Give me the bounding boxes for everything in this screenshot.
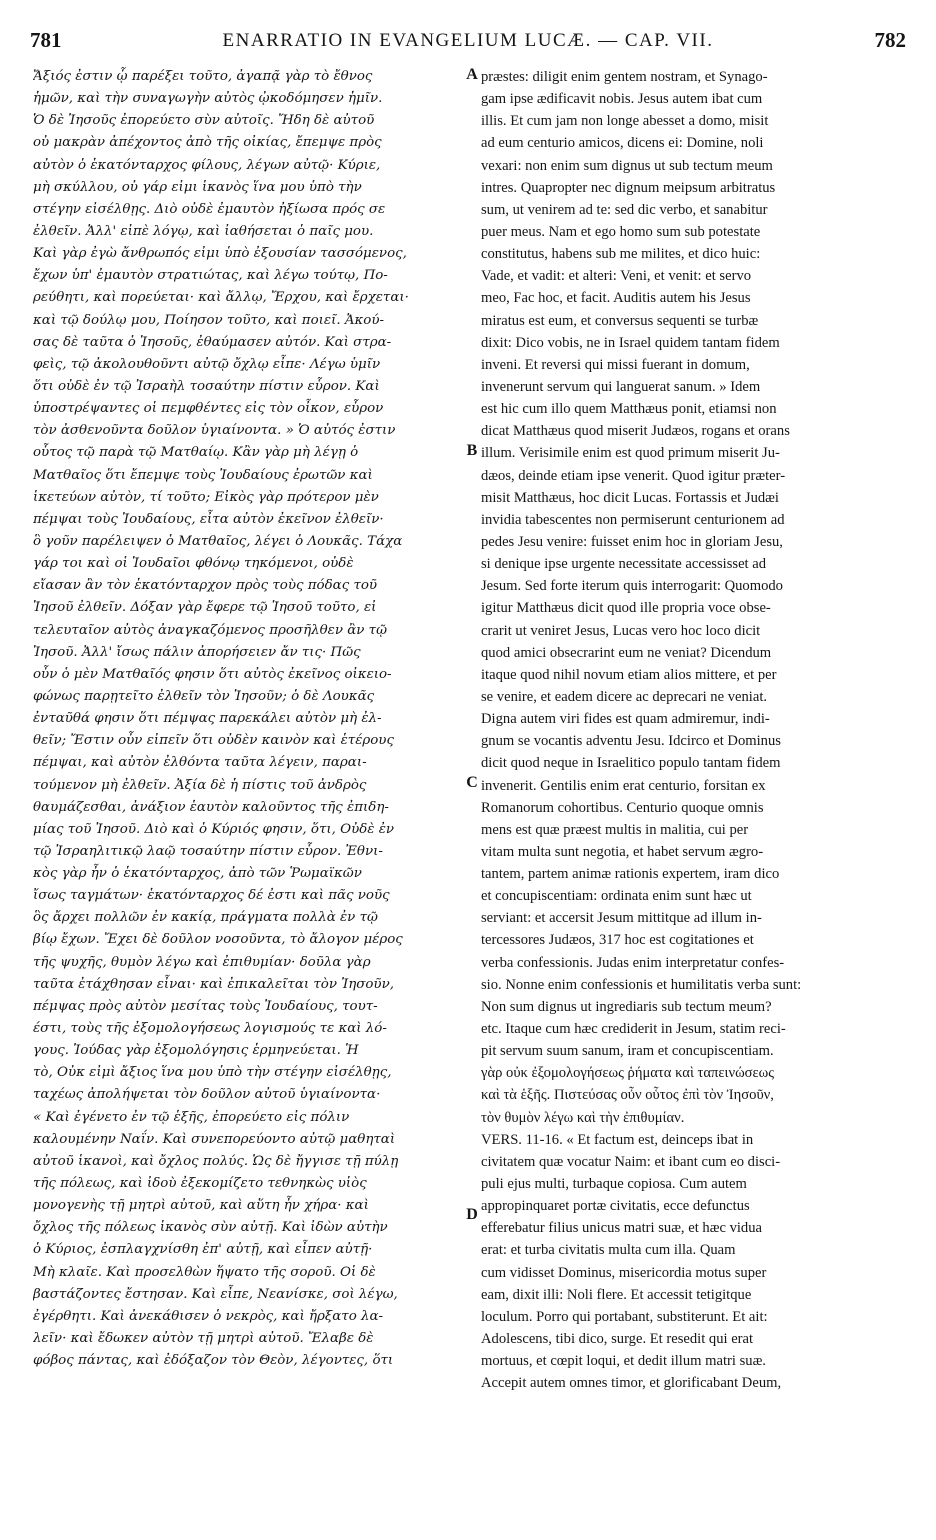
text-line: εἴασαν ἂν τὸν ἑκατόνταρχον πρὸς τοὺς πόδας τοῦ bbox=[33, 578, 378, 594]
text-line: θαυμάζεσθαι, ἀνάξιον ἑαυτὸν καλοῦντος τῆς ἐπιδη- bbox=[33, 799, 389, 815]
text-line: eam, dixit illi: Noli flere. Et accessit tetigitque bbox=[481, 1286, 752, 1303]
text-line: φεὶς, τῷ ἀκολουθοῦντι αὐτῷ ὄχλῳ εἶπε· Λέγω ὑμῖν bbox=[33, 356, 381, 372]
text-line: φόβος πάντας, καὶ ἐδόξαζον τὸν Θεὸν, λέγοντες, ὅτι bbox=[33, 1353, 394, 1369]
text-line: ὃς ἄρχει πολλῶν ἐν κακίᾳ, πράγματα πολλὰ ἐν τῷ bbox=[33, 910, 378, 926]
text-line: civitatem quæ vocatur Naim: et ibant cum eo disci- bbox=[481, 1153, 781, 1170]
text-line: mortuus, et cœpit loqui, et dedit illum matri suæ. bbox=[481, 1353, 766, 1370]
text-line: σας δὲ ταῦτα ὁ Ἰησοῦς, ἐθαύμασεν αὐτόν. Καὶ στρα- bbox=[33, 334, 392, 350]
text-line: intres. Quapropter nec dignum meipsum arbitratus bbox=[481, 179, 776, 196]
text-line: τὸν θυμὸν λέγω καὶ τὴν ἐπιθυμίαν. bbox=[481, 1109, 685, 1126]
text-line: se venire, et eadem dicere ac deprecari ne veniat. bbox=[481, 688, 768, 705]
text-line: Romanorum cohortibus. Centurio quoque omnis bbox=[481, 799, 764, 816]
text-line: constitutus, habens sub me milites, et dico huic: bbox=[481, 246, 761, 263]
text-line: γάρ τοι καὶ οἱ Ἰουδαῖοι φθόνῳ τηκόμενοι, οὐδὲ bbox=[33, 556, 354, 572]
text-line: φώνως παρῃτεῖτο ἐλθεῖν τὸν Ἰησοῦν; ὁ δὲ Λουκᾶς bbox=[33, 688, 375, 704]
text-line: dæos, deinde etiam ipse venerit. Quod igitur præter- bbox=[481, 467, 786, 484]
text-line: quod amici obsecrarint eum ne veniat? Dicendum bbox=[481, 644, 772, 661]
text-line: καὶ τῷ δούλῳ μου, Ποίησον τοῦτο, καὶ ποιεῖ. Ἀκού- bbox=[33, 312, 385, 328]
text-line: ὅτι οὐδὲ ἐν τῷ Ἰσραὴλ τοσαύτην πίστιν εὗρον. Καὶ bbox=[33, 378, 380, 394]
running-header bbox=[30, 28, 906, 58]
text-line: πέμψαι τοὺς Ἰουδαίους, εἶτα αὐτὸν ἐκεῖνον ἐλθεῖν· bbox=[33, 511, 384, 527]
page-number-left: 781 bbox=[30, 28, 62, 52]
text-line: τῆς πόλεως, καὶ ἰδοὺ ἐξεκομίζετο τεθνηκὼς υἱὸς bbox=[33, 1176, 367, 1192]
text-line: puli ejus multi, turbaque copiosa. Cum autem bbox=[481, 1176, 747, 1193]
text-line: ταχέως ἀπολήψεται τὸν δοῦλον αὐτοῦ ὑγιαίνοντα· bbox=[33, 1087, 381, 1103]
text-line: gam ipse ædificavit nobis. Jesus autem ibat cum bbox=[481, 91, 763, 108]
text-line: mens est quæ præest multis in malitia, cui per bbox=[481, 821, 749, 838]
text-line: στέγην εἰσέλθῃς. Διὸ οὐδὲ ἐμαυτὸν ἠξίωσα πρός σε bbox=[33, 201, 386, 217]
text-line: βίῳ ἔχων. Ἔχει δὲ δοῦλον νοσοῦντα, τὸ ἄλογον μέρος bbox=[33, 932, 403, 948]
text-line: λεῖν· καὶ ἔδωκεν αὐτὸν τῇ μητρὶ αὐτοῦ. Ἔλαβε δὲ bbox=[33, 1331, 374, 1347]
text-line: αὐτοῦ ἱκανοὶ, καὶ ὄχλος πολύς. Ὡς δὲ ἤγγισε τῇ πύλῃ bbox=[33, 1153, 399, 1169]
text-line: pedes Jesu venire: fuisset enim hoc in gloriam Jesu, bbox=[481, 533, 783, 550]
text-line: cum vidisset Dominus, misericordia motus super bbox=[481, 1264, 767, 1281]
text-line: ἱκετεύων αὐτὸν, τί τοῦτο; Εἰκὸς γὰρ πρότερον μὲν bbox=[33, 489, 379, 505]
text-line: τὸ, Οὐκ εἰμὶ ἄξιος ἵνα μου ὑπὸ τὴν στέγην εἰσέλθῃς, bbox=[33, 1065, 392, 1081]
text-line: loculum. Porro qui portabant, substiterunt. Et ait: bbox=[481, 1308, 768, 1325]
text-line: μίας τοῦ Ἰησοῦ. Διὸ καὶ ὁ Κύριός φησιν, ὅτι, Οὐδὲ ἐν bbox=[33, 821, 395, 837]
text-line: ἔχων ὑπ' ἐμαυτὸν στρατιώτας, καὶ λέγω τούτῳ, Πο- bbox=[33, 268, 388, 284]
text-line: tantem, partem animæ rationis expertem, iram dico bbox=[481, 866, 780, 883]
text-line: κὸς γὰρ ἦν ὁ ἑκατόνταρχος, ἀπὸ τῶν Ῥωμαϊκῶν bbox=[33, 866, 362, 882]
text-line: καλουμένην Ναΐν. Καὶ συνεπορεύοντο αὐτῷ μαθηταὶ bbox=[33, 1131, 396, 1147]
text-line: γους. Ἰούδας γὰρ ἐξομολόγησις ἑρμηνεύεται. Ἡ bbox=[33, 1043, 359, 1059]
text-line: οὐ μακρὰν ἀπέχοντος ἀπὸ τῆς οἰκίας, ἔπεμψε πρὸς bbox=[33, 135, 382, 151]
text-line: invidia tabescentes non permiserunt centurionem ad bbox=[481, 511, 785, 528]
section-marker: D bbox=[466, 1206, 478, 1223]
text-line: præstes: diligit enim gentem nostram, et Synago- bbox=[481, 69, 768, 85]
text-line: πέμψας πρὸς αὐτὸν μεσίτας τοὺς Ἰουδαίους, τουτ- bbox=[33, 998, 378, 1014]
text-line: Non sum dignus ut ingrediaris sub tectum meum? bbox=[481, 998, 772, 1015]
text-line: appropinquaret portæ civitatis, ecce defunctus bbox=[481, 1198, 750, 1215]
text-line: pit servum suum sanum, iram et concupiscentiam. bbox=[481, 1043, 774, 1060]
text-line: ἴσως ταγμάτων· ἑκατόνταρχος δέ ἐστι καὶ πᾶς νοῦς bbox=[33, 888, 390, 904]
text-line: dicit quod neque in Israelitico populo tantam fidem bbox=[481, 755, 781, 772]
text-line: vitam multa sunt negotia, et habet servum ægro- bbox=[481, 843, 764, 860]
section-marker: A bbox=[466, 66, 478, 83]
text-line: τῆς ψυχῆς, θυμὸν λέγω καὶ ἐπιθυμίαν· δοῦλα γὰρ bbox=[33, 954, 371, 970]
text-line: πέμψαι, καὶ αὐτὸν ἐλθόντα ταῦτα λέγειν, παραι- bbox=[33, 755, 367, 771]
text-line: ὑποστρέψαντες οἱ πεμφθέντες εἰς τὸν οἶκον, εὗρον bbox=[33, 401, 384, 417]
text-line: ἐνταῦθά φησιν ὅτι πέμψας παρεκάλει αὐτὸν μὴ ἐλ- bbox=[33, 711, 382, 727]
text-line: μὴ σκύλλου, οὐ γάρ εἰμι ἱκανὸς ἵνα μου ὑπὸ τὴν bbox=[33, 179, 362, 195]
text-line: efferebatur filius unicus matri suæ, et hæc vidua bbox=[481, 1220, 762, 1237]
text-line: Καὶ γὰρ ἐγὼ ἄνθρωπός εἰμι ὑπὸ ἐξουσίαν τασσόμενος, bbox=[33, 246, 407, 262]
text-line: itaque quod nihil novum etiam alios mittere, et per bbox=[481, 666, 777, 683]
running-title: ENARRATIO IN EVANGELIUM LUCÆ. — CAP. VII. bbox=[222, 30, 714, 51]
section-marker: C bbox=[466, 774, 478, 791]
text-line: έστι, τοὺς τῆς ἐξομολογήσεως λογισμούς τε καὶ λό- bbox=[33, 1021, 387, 1037]
text-line: et concupiscentiam: ordinata enim sunt hæc ut bbox=[481, 888, 752, 905]
text-line: est hic cum illo quem Matthæus ponit, etiamsi non bbox=[481, 401, 777, 418]
text-line: Digna autem viri fides est quam admiremur, indi- bbox=[481, 711, 770, 728]
text-line: dixit: Dico vobis, ne in Israel quidem tantam fidem bbox=[481, 334, 780, 351]
text-line: gnum se vocantis adventu Jesu. Idcirco et Dominus bbox=[481, 733, 781, 750]
text-line: τῷ Ἰσραηλιτικῷ λαῷ τοσαύτην πίστιν εὗρον. Ἐθνι- bbox=[33, 843, 383, 859]
text-line: Jesum. Sed forte iterum quis interrogarit: Quomodo bbox=[481, 578, 783, 595]
text-line: Ἰησοῦ. Ἀλλ' ἴσως πάλιν ἀπορήσειεν ἄν τις· Πῶς bbox=[33, 644, 361, 660]
text-line: ὃ γοῦν παρέλειψεν ὁ Ματθαῖος, λέγει ὁ Λουκᾶς. Τάχα bbox=[33, 533, 403, 549]
text-line: tercessores Judæos, 317 hoc est cogitationes et bbox=[481, 932, 754, 949]
text-line: illum. Verisimile enim est quod primum miserit Ju- bbox=[481, 445, 780, 462]
text-line: βαστάζοντες ἔστησαν. Καὶ εἶπε, Νεανίσκε, σοὶ λέγω, bbox=[33, 1286, 398, 1302]
text-line: ἐγέρθητι. Καὶ ἀνεκάθισεν ὁ νεκρὸς, καὶ ἤρξατο λα- bbox=[33, 1308, 384, 1324]
text-line: etc. Itaque cum hæc crediderit in Jesum, statim reci- bbox=[481, 1021, 786, 1038]
text-line: dicat Matthæus quod miserit Judæos, rogans et orans bbox=[481, 423, 790, 440]
section-marker: B bbox=[466, 442, 478, 459]
text-line: sum, ut venirem ad te: sed dic verbo, et sanabitur bbox=[481, 201, 768, 218]
text-line: οὖν ὁ μὲν Ματθαῖός φησιν ὅτι αὐτὸς ἐκεῖνος οἰκειο- bbox=[33, 666, 392, 682]
text-line: ἡμῶν, καὶ τὴν συναγωγὴν αὐτὸς ᾠκοδόμησεν ἡμῖν. bbox=[33, 91, 383, 107]
text-line: Adolescens, tibi dico, surge. Et resedit qui erat bbox=[481, 1331, 754, 1348]
text-line: meo, Fac hoc, et facit. Auditis autem his Jesus bbox=[481, 290, 751, 307]
text-line: Accepit autem omnes timor, et glorificabant Deum, bbox=[481, 1375, 782, 1392]
text-line: « Καὶ ἐγένετο ἐν τῷ ἑξῆς, ἐπορεύετο εἰς πόλιν bbox=[33, 1109, 350, 1125]
text-line: inveni. Et reversi qui missi fuerant in domum, bbox=[481, 356, 750, 373]
text-line: serviant: et accersit Jesum mittitque ad illum in- bbox=[481, 910, 762, 927]
text-line: Μὴ κλαῖε. Καὶ προσελθὼν ἥψατο τῆς σοροῦ. Οἱ δὲ bbox=[33, 1264, 376, 1280]
text-line: sio. Nonne enim confessionis et humilitatis verba sunt: bbox=[481, 976, 802, 993]
text-line: γὰρ οὐκ ἐξομολογήσεως ῥήματα καὶ ταπεινώσεως bbox=[481, 1065, 775, 1082]
text-line: ad eum centurio amicos, dicens ei: Domine, noli bbox=[481, 135, 764, 152]
text-line: αὐτὸν ὁ ἑκατόνταρχος φίλους, λέγων αὐτῷ· Κύριε, bbox=[33, 157, 381, 173]
page-number-right: 782 bbox=[874, 28, 906, 52]
text-line: igitur Matthæus dicit quod ille propria voce obse- bbox=[481, 600, 771, 617]
text-line: τελευταῖον αὐτὸς ἀναγκαζόμενος προσῆλθεν ἂν τῷ bbox=[33, 622, 387, 638]
text-line: Ματθαῖος ὅτι ἔπεμψε τοὺς Ἰουδαίους ἐρωτῶν καὶ bbox=[33, 467, 373, 483]
text-line: Ὁ δὲ Ἰησοῦς ἐπορεύετο σὺν αὐτοῖς. Ἤδη δὲ αὐτοῦ bbox=[33, 113, 375, 129]
latin-text-column bbox=[481, 66, 905, 1394]
text-line: invenerit. Gentilis enim erat centurio, forsitan ex bbox=[481, 777, 766, 794]
text-line: ὄχλος τῆς πόλεως ἱκανὸς σὺν αὐτῇ. Καὶ ἰδὼν αὐτὴν bbox=[33, 1220, 388, 1236]
text-line: ὁ Κύριος, ἐσπλαγχνίσθη ἐπ' αὐτῇ, καὶ εἶπεν αὐτῇ· bbox=[33, 1242, 373, 1258]
greek-text-column bbox=[33, 66, 463, 1372]
text-line: VERS. 11-16. « Et factum est, deinceps ibat in bbox=[481, 1131, 754, 1148]
text-line: ἐλθεῖν. Ἀλλ' εἰπὲ λόγῳ, καὶ ἰαθήσεται ὁ παῖς μου. bbox=[33, 223, 374, 239]
text-line: illis. Et cum jam non longe abesset a domo, misit bbox=[481, 113, 769, 130]
text-line: misit Matthæus, hoc dicit Lucas. Fortassis et Judæi bbox=[481, 489, 779, 506]
text-line: τὸν ἀσθενοῦντα δοῦλον ὑγιαίνοντα. » Ὁ αὐτός ἐστιν bbox=[33, 423, 396, 439]
text-line: vexari: non enim sum dignus ut sub tectum meum bbox=[481, 157, 773, 174]
text-line: invenerunt servum qui languerat sanum. » Idem bbox=[481, 378, 761, 395]
text-line: si denique ipse urgente necessitate accessisset ad bbox=[481, 556, 767, 573]
text-line: puer meus. Nam et ego homo sum sub potestate bbox=[481, 223, 761, 240]
text-line: erat: et turba civitatis multa cum illa. Quam bbox=[481, 1242, 736, 1259]
text-line: Vade, et vadit: et alteri: Veni, et venit: et servo bbox=[481, 268, 752, 285]
text-line: verba confessionis. Judas enim interpretatur confes- bbox=[481, 954, 785, 971]
text-line: Ἄξιός ἐστιν ᾧ παρέξει τοῦτο, ἀγαπᾷ γὰρ τὸ ἔθνος bbox=[33, 69, 373, 84]
text-line: καὶ τὰ ἑξῆς. Πιστεύσας οὖν οὗτος ἐπὶ τὸν Ἰησοῦν, bbox=[481, 1087, 774, 1104]
text-line: μονογενὴς τῇ μητρὶ αὐτοῦ, καὶ αὕτη ἦν χήρα· καὶ bbox=[33, 1198, 369, 1214]
text-line: ρεύθητι, καὶ πορεύεται· καὶ ἄλλῳ, Ἔρχου, καὶ ἔρχεται· bbox=[33, 290, 409, 306]
text-line: crarit ut veniret Jesus, Lucas vero hoc loco dicit bbox=[481, 622, 761, 639]
text-line: Ἰησοῦ ἐλθεῖν. Δόξαν γὰρ ἔφερε τῷ Ἰησοῦ τοῦτο, εἰ bbox=[33, 600, 377, 616]
text-line: ταῦτα ἐτάχθησαν εἶναι· καὶ ἐπικαλεῖται τὸν Ἰησοῦν, bbox=[33, 976, 394, 992]
section-markers bbox=[463, 66, 481, 1526]
text-line: τούμενον μὴ ἐλθεῖν. Ἀξία δὲ ἡ πίστις τοῦ ἀνδρὸς bbox=[33, 777, 367, 793]
text-line: miratus est eum, et conversus sequenti se turbæ bbox=[481, 312, 759, 329]
text-line: οὗτος τῷ παρὰ τῷ Ματθαίῳ. Κἂν γὰρ μὴ λέγῃ ὁ bbox=[33, 445, 359, 461]
text-line: θεῖν; Ἔστιν οὖν εἰπεῖν ὅτι οὐδὲν καινὸν καὶ ἑτέρους bbox=[33, 733, 394, 749]
